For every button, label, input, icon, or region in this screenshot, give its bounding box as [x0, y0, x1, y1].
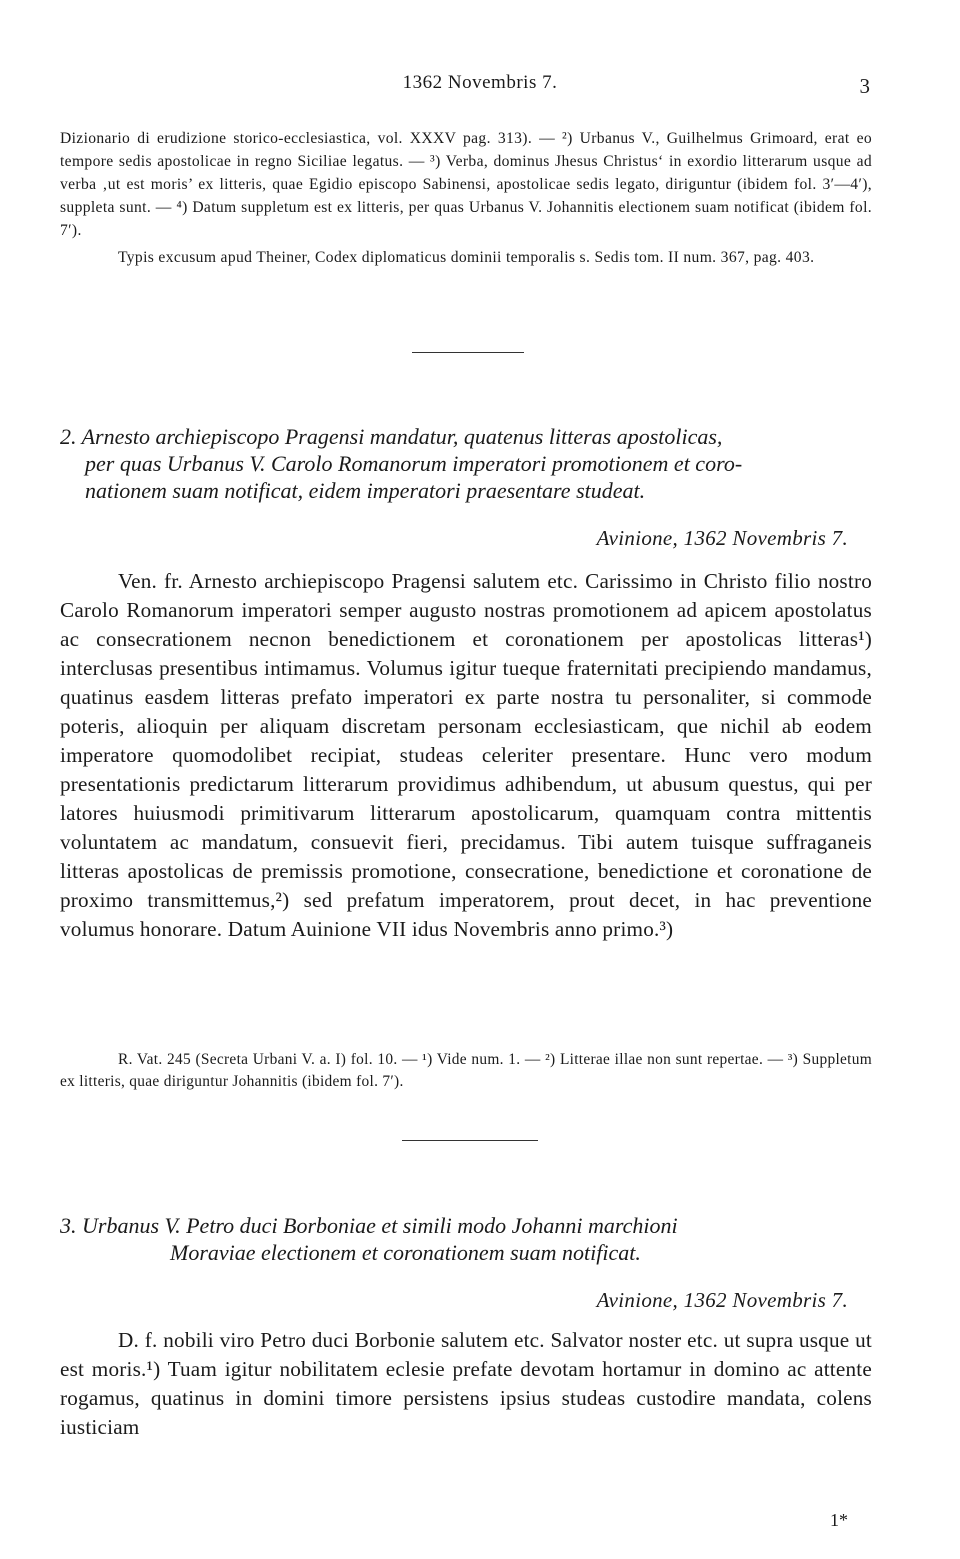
doc2-heading-line-1: Arnesto archiepiscopo Pragensi mandatur, quatenus litteras apostolicas,: [81, 424, 723, 449]
page-number: 3: [859, 74, 870, 98]
doc2-heading-line-2: per quas Urbanus V. Carolo Romanorum imperatori promotionem et coro-: [85, 451, 743, 476]
doc2-heading-line-3: nationem suam notificat, eidem imperatori praesentare studeat.: [85, 478, 646, 503]
doc3-body-text: D. f. nobili viro Petro duci Borbonie salutem etc. Salvator noster etc. ut supra usque ut est moris.¹) Tuam igitur nobilitatem eclesie prefate devotam hortamur in domino ac attente rogamus, quatinus in domini timore persistens ipsius studeas custodire mandata, colens iusticiam: [60, 1328, 872, 1439]
doc2-dateline: Avinione, 1362 Novembris 7.: [596, 526, 848, 550]
section-divider: [412, 352, 524, 353]
doc3-number: 3.: [60, 1213, 77, 1238]
doc2-body-text: Ven. fr. Arnesto archiepiscopo Pragensi salutem etc. Carissimo in Christo filio nostro Carolo Romanorum imperatori semper augusto nostras promotionem ad apicem apostolatus ac consecrationem necnon benedictionem et coronationem per apostolicas litteras¹) interclusas presentibus intimamus. Volumus igitur tueque fraternitati precipiendo mandamus, quatinus easdem litteras prefato imperatori ex parte nostra tu personaliter, si commode poteris, alioquin per aliquam discretam personam ecclesiasticam, que nichil ab eodem imperatore quomodolibet recipiat, studeas celeriter presentare. Hunc vero modum presentationis predictarum litterarum providimus adhibendum, ut abusum questus, qui per latores huiusmodi primitivarum litterarum apostolicarum, quamquam contra mittentis voluntatem ac mandatum, consuevit fieri, precidamus. Tibi autem tuisque suffraganeis litteras apostolicas de premissis promotione, consecratione, benedictione et coronatione de proximo transmittemus,²) sed prefatum imperatorem, prout decet, in hac preventione volumus honorare. Datum Auinione VII idus Novembris anno primo.³): [60, 569, 872, 941]
doc2-footnote-text: R. Vat. 245 (Secreta Urbani V. a. I) fol. 10. — ¹) Vide num. 1. — ²) Litterae illae non sunt repertae. — ³) Suppletum ex litteris, quae diriguntur Johannitis (ibidem fol. 7′).: [60, 1051, 872, 1090]
section-divider-2: [402, 1140, 538, 1141]
doc3-heading-line-2: Moraviae electionem et coronationem suam notificat.: [170, 1240, 641, 1265]
doc2-footnotes: [60, 1049, 872, 1093]
doc3-heading-line-1: Urbanus V. Petro duci Borboniae et simili modo Johanni marchioni: [82, 1213, 678, 1238]
doc1-source-note: Typis excusum apud Theiner, Codex diplomaticus dominii temporalis s. Sedis tom. II num. 367, pag. 403.: [118, 249, 815, 266]
running-head: [0, 72, 960, 102]
running-head-title: 1362 Novembris 7.: [402, 72, 558, 93]
doc2-number: 2.: [60, 424, 77, 449]
doc2-body: [60, 567, 872, 944]
doc1-notes: [60, 127, 872, 269]
doc1-footnotes: Dizionario di erudizione storico-ecclesiastica, vol. XXXV pag. 313). — ²) Urbanus V., Guilhelmus Grimoard, erat eo tempore sedis apostolicae in regno Siciliae legatus. — ³) Verba, dominus Jhesus Christus‘ in exordio litterarum usque ad verba ‚ut est moris’ ex litteris, quae Egidio episcopo Sabinensi, apostolicae sedis legato, diriguntur (ibidem fol. 3′—4′), suppleta sunt. — ⁴) Datum suppletum est ex litteris, per quas Urbanus V. Johannitis electionem suam notificat (ibidem fol. 7′).: [60, 130, 872, 239]
signature-mark: 1*: [830, 1510, 848, 1530]
doc2-heading: [60, 423, 880, 504]
doc3-dateline: Avinione, 1362 Novembris 7.: [596, 1288, 848, 1312]
doc3-body: [60, 1326, 872, 1442]
doc3-heading: [60, 1212, 880, 1266]
